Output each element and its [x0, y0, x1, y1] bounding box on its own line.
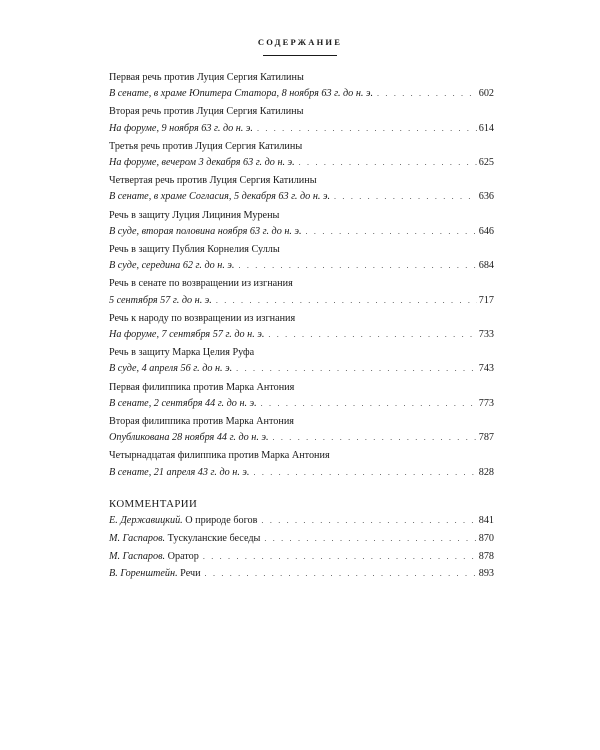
toc-entry-line — [109, 155, 494, 171]
toc-entry-subtitle: Опубликована 28 ноября 44 г. до н. э. — [109, 432, 269, 444]
toc-entry-line — [109, 361, 494, 377]
dot-leader — [273, 430, 477, 446]
toc-entry-subtitle: В сенате, 21 апреля 43 г. до н. э. — [109, 466, 250, 478]
dot-leader — [377, 86, 477, 102]
toc-entry-title: Вторая речь против Луция Сергия Катилины — [109, 106, 304, 118]
toc-entry-line — [109, 189, 494, 205]
toc-entry-page-number: 636 — [478, 191, 494, 203]
comment-author: М. Гаспаров. — [109, 532, 166, 544]
toc-entry-subtitle: 5 сентября 57 г. до н. э. — [109, 294, 212, 306]
toc-entry[interactable] — [109, 276, 494, 309]
dot-leader — [257, 121, 477, 137]
dot-leader — [264, 531, 476, 547]
dot-leader — [299, 155, 477, 171]
toc-entry-subtitle: В сенате, в храме Юпитера Статора, 8 ноября 63 г. до н. э. — [109, 88, 374, 100]
toc-entry[interactable] — [109, 448, 494, 481]
toc-entry-page-number: 646 — [478, 225, 494, 237]
comment-title: О природе богов — [185, 515, 258, 527]
toc-entry-title: Первая речь против Луция Сергия Катилины — [109, 72, 304, 83]
dot-leader — [261, 513, 476, 529]
comments-heading: КОММЕНТАРИИ — [109, 497, 198, 510]
toc-entry-title: Четырнадцатая филиппика против Марка Антония — [109, 450, 330, 462]
toc-entry[interactable] — [109, 414, 494, 447]
comment-entry[interactable] — [109, 513, 494, 529]
toc-entry-page-number: 614 — [478, 122, 494, 134]
toc-entry-title: Вторая филиппика против Марка Антония — [109, 415, 294, 427]
comment-entry[interactable] — [109, 566, 494, 582]
toc-entry-page-number: 602 — [478, 88, 494, 100]
toc-entry-line — [109, 258, 494, 274]
toc-entry-line — [109, 396, 494, 412]
comment-author: Е. Державицкий. — [109, 515, 183, 527]
toc-entry-subtitle: На форуме, 7 сентября 57 г. до н. э. — [109, 329, 265, 341]
toc-entry-line — [109, 327, 494, 343]
toc-entry-subtitle: В суде, 4 апреля 56 г. до н. э. — [109, 363, 233, 375]
comment-entry-text — [109, 531, 260, 547]
toc-entry-title: Речь в сенате по возвращении из изгнания — [109, 278, 293, 290]
comment-entry-text — [109, 566, 201, 582]
toc-entry-page-number: 743 — [478, 363, 494, 375]
toc-entry-subtitle: В суде, середина 62 г. до н. э. — [109, 260, 235, 272]
heading-rule — [263, 55, 337, 56]
comment-page-number: 870 — [478, 532, 494, 544]
toc-entry-title: Речь к народу по возвращении из изгнания — [109, 312, 296, 324]
toc-entry[interactable] — [109, 70, 494, 103]
toc-entry[interactable] — [109, 104, 494, 137]
comment-page-number: 841 — [478, 515, 494, 527]
toc-entry-title: Речь в защиту Марка Целия Руфа — [109, 347, 255, 359]
table-of-contents — [109, 70, 494, 584]
toc-entry-line — [109, 430, 494, 446]
comment-entry-text — [109, 513, 257, 529]
dot-leader — [236, 361, 477, 377]
toc-entry-subtitle: В сенате, в храме Согласия, 5 декабря 63 г. до н. э. — [109, 191, 331, 203]
comment-title: Речи — [180, 568, 201, 580]
toc-entry-page-number: 787 — [478, 432, 494, 444]
toc-entry-line — [109, 465, 494, 481]
dot-leader — [261, 396, 477, 412]
dot-leader — [334, 189, 477, 205]
comments-entries — [109, 513, 494, 582]
comment-entry[interactable] — [109, 531, 494, 547]
toc-entry-title: Четвертая речь против Луция Сергия Катилины — [109, 175, 317, 187]
comment-title: Оратор — [167, 550, 199, 562]
toc-entry-title: Речь в защиту Луция Лициния Мурены — [109, 209, 280, 221]
toc-entry-page-number: 828 — [478, 466, 494, 478]
comment-author: М. Гаспаров. — [109, 550, 166, 562]
running-head: СОДЕРЖАНИЕ — [257, 37, 343, 47]
comment-page-number: 878 — [478, 550, 494, 562]
comment-entry[interactable] — [109, 549, 494, 565]
dot-leader — [216, 293, 477, 309]
dot-leader — [253, 465, 476, 481]
dot-leader — [268, 327, 476, 343]
toc-entry-line — [109, 86, 494, 102]
comment-author: В. Горенштейн. — [109, 568, 178, 580]
toc-entry[interactable] — [109, 311, 494, 344]
toc-entry-line — [109, 224, 494, 240]
toc-entry-line — [109, 293, 494, 309]
toc-entry-title: Речь в защиту Публия Корнелия Суллы — [109, 243, 280, 255]
dot-leader — [238, 258, 476, 274]
toc-entry[interactable] — [109, 345, 494, 378]
toc-entry-line — [109, 121, 494, 137]
comment-page-number: 893 — [478, 568, 494, 580]
toc-entry-subtitle: В суде, вторая половина ноября 63 г. до н. э. — [109, 225, 302, 237]
dot-leader — [203, 549, 477, 565]
toc-entry[interactable] — [109, 139, 494, 172]
comment-title: Тускуланские беседы — [167, 532, 261, 544]
toc-entry-page-number: 773 — [478, 397, 494, 409]
dot-leader — [205, 566, 477, 582]
toc-entry[interactable] — [109, 208, 494, 241]
toc-entry-page-number: 684 — [478, 260, 494, 272]
toc-entry-page-number: 733 — [478, 329, 494, 341]
toc-entry-page-number: 717 — [478, 294, 494, 306]
toc-entry-page-number: 625 — [478, 157, 494, 169]
toc-entry-subtitle: На форуме, 9 ноября 63 г. до н. э. — [109, 122, 253, 134]
toc-entry[interactable] — [109, 380, 494, 413]
toc-entry-title: Первая филиппика против Марка Антония — [109, 381, 295, 393]
toc-entries — [109, 70, 494, 481]
toc-entry-subtitle: На форуме, вечером 3 декабря 63 г. до н. э. — [109, 157, 295, 169]
toc-entry-subtitle: В сенате, 2 сентября 44 г. до н. э. — [109, 397, 257, 409]
comment-entry-text — [109, 549, 199, 565]
toc-entry-title: Третья речь против Луция Сергия Катилины — [109, 140, 303, 152]
toc-entry[interactable] — [109, 173, 494, 206]
toc-entry[interactable] — [109, 242, 494, 275]
dot-leader — [306, 224, 477, 240]
